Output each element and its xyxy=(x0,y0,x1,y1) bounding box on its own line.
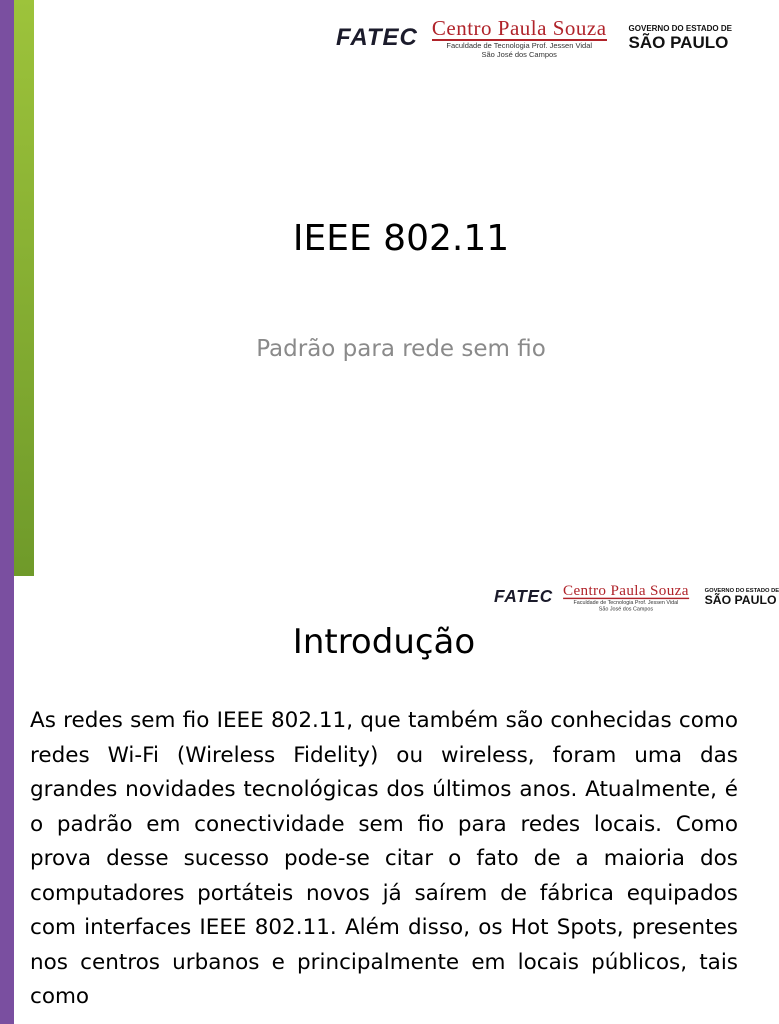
gov-name: SÃO PAULO xyxy=(628,33,729,52)
cps-faculty: Faculdade de Tecnologia Prof. Jessen Vidal xyxy=(573,599,679,606)
centro-paula-souza-logo xyxy=(563,582,689,612)
gov-name: SÃO PAULO xyxy=(704,593,777,608)
slide-title: IEEE 802.11 xyxy=(292,218,510,259)
slide-body-text: As redes sem fio IEEE 802.11, que também são conhecidas como redes Wi-Fi (Wireless Fidelity) ou wireless, foram uma das grandes novidades tecnológicas dos últimos anos. Atualmente, é o padrão em conectividade sem fio para redes locais. Como prova desse sucesso pode-se citar o fato de a maioria dos computadores portáteis novos já saírem de fábrica equipados com interfaces IEEE 802.11. Além disso, os Hot Spots, presentes nos centros urbanos e principalmente em locais públicos, tais como xyxy=(30,708,738,1009)
cps-city: São José dos Campos xyxy=(481,50,557,59)
accent-bar-purple xyxy=(0,0,14,576)
cps-city: São José dos Campos xyxy=(598,605,654,613)
cps-name: Centro Paula Souza xyxy=(431,16,607,40)
gov-top: GOVERNO DO ESTADO DE xyxy=(628,24,732,33)
centro-paula-souza-logo xyxy=(432,17,607,59)
cps-faculty: Faculdade de Tecnologia Prof. Jessen Vidal xyxy=(446,41,593,50)
gov-top: GOVERNO DO ESTADO DE xyxy=(704,586,779,594)
slide-title: Introdução xyxy=(292,622,476,662)
sao-paulo-gov-logo xyxy=(705,587,779,607)
accent-bar-green xyxy=(14,0,34,576)
sao-paulo-gov-logo xyxy=(629,24,732,52)
fatec-logo: FATEC xyxy=(494,586,553,607)
slide-2 xyxy=(0,576,779,1024)
fatec-logo: FATEC xyxy=(336,24,418,51)
slide-subtitle: Padrão para rede sem fio xyxy=(256,336,546,362)
cps-name: Centro Paula Souza xyxy=(563,581,689,599)
header-logos xyxy=(494,581,779,613)
header-logos xyxy=(336,14,732,62)
